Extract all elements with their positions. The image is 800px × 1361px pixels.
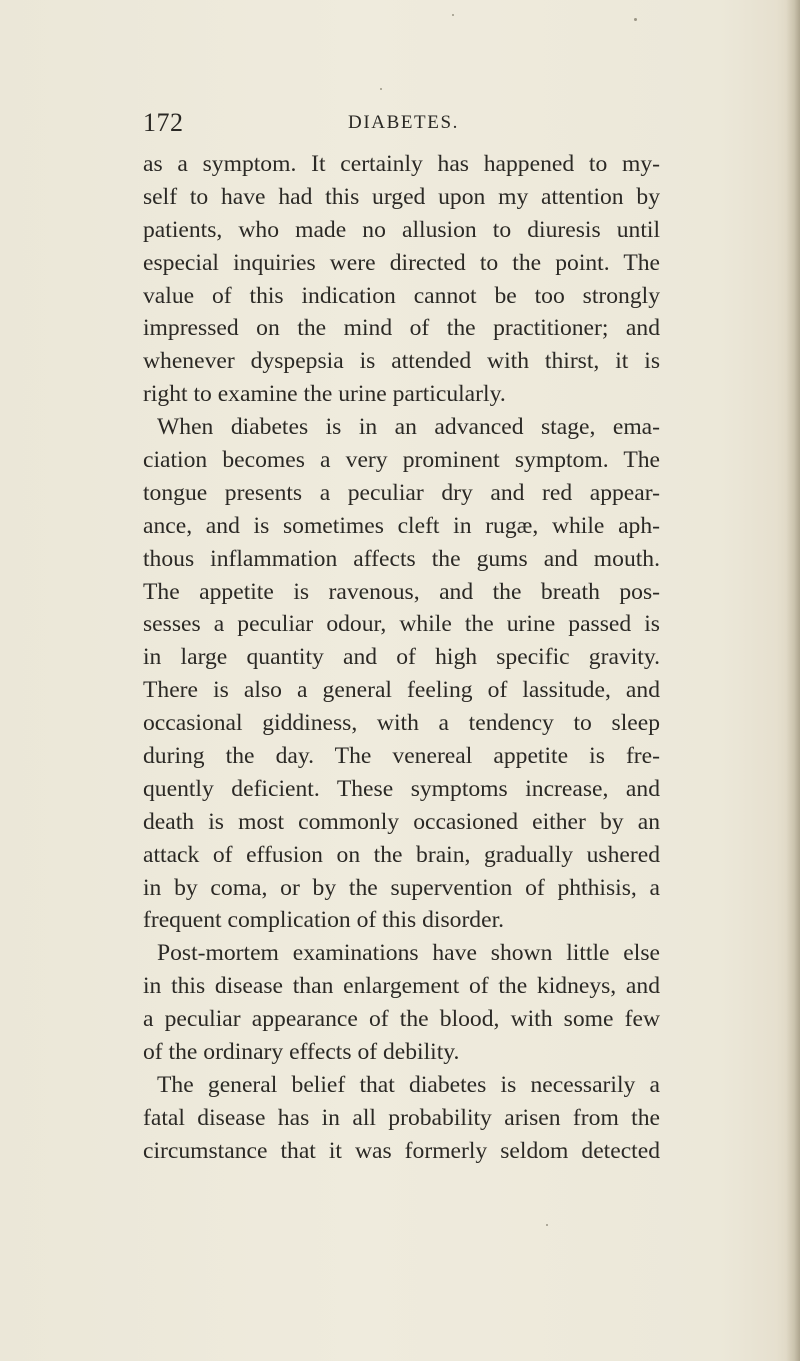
text-line: sesses a peculiar odour, while the urine passed is <box>143 611 660 638</box>
text-line: patients, who made no allusion to diuresis until <box>143 216 660 243</box>
paper-speck <box>380 88 382 90</box>
text-line: Post-mortem examinations have shown little else <box>157 940 660 967</box>
paper-speck <box>452 14 454 16</box>
paper-speck <box>546 1224 548 1226</box>
page-edge-shadow <box>786 0 800 1361</box>
text-line: as a symptom. It certainly has happened to my- <box>143 151 660 177</box>
text-line: value of this indication cannot be too strongly <box>143 282 660 309</box>
text-line: in by coma, or by the supervention of phthisis, a <box>143 874 660 901</box>
text-line: frequent complication of this disorder. <box>143 907 505 934</box>
body-text <box>143 148 660 1168</box>
text-line: death is most commonly occasioned either by an <box>143 808 660 835</box>
text-line: ciation becomes a very prominent symptom. The <box>143 447 660 474</box>
text-line: attack of effusion on the brain, gradually ushered <box>143 841 660 868</box>
text-line: There is also a general feeling of lassitude, and <box>143 677 660 704</box>
running-head-title: DIABETES. <box>348 112 459 133</box>
text-line: impressed on the mind of the practitioner; and <box>143 315 660 342</box>
running-head <box>143 108 663 138</box>
text-line: in this disease than enlargement of the kidneys, and <box>143 973 660 1000</box>
text-line: in large quantity and of high specific gravity. <box>143 644 660 671</box>
text-line: a peculiar appearance of the blood, with some few <box>143 1006 660 1033</box>
text-line: whenever dyspepsia is attended with thirst, it is <box>143 348 660 375</box>
text-line: When diabetes is in an advanced stage, ema- <box>157 414 660 441</box>
text-line: during the day. The venereal appetite is fre- <box>143 743 660 770</box>
paper-speck <box>634 18 637 21</box>
text-line: The appetite is ravenous, and the breath pos- <box>143 578 660 605</box>
text-line: self to have had this urged upon my attention by <box>143 183 660 210</box>
text-line: right to examine the urine particularly. <box>143 381 506 408</box>
text-line: of the ordinary effects of debility. <box>143 1039 460 1066</box>
text-line: thous inflammation affects the gums and mouth. <box>143 545 660 572</box>
text-line: ance, and is sometimes cleft in rugæ, while aph- <box>143 512 660 539</box>
text-line: circumstance that it was formerly seldom detected <box>143 1137 660 1164</box>
text-line: fatal disease has in all probability arisen from the <box>143 1104 660 1131</box>
text-line: especial inquiries were directed to the point. The <box>143 249 660 276</box>
text-line: tongue presents a peculiar dry and red appear- <box>143 479 660 506</box>
page-number: 172 <box>143 108 184 137</box>
text-line: quently deficient. These symptoms increase, and <box>143 775 660 802</box>
text-line: occasional giddiness, with a tendency to sleep <box>143 710 660 737</box>
text-line: The general belief that diabetes is necessarily a <box>157 1071 660 1098</box>
